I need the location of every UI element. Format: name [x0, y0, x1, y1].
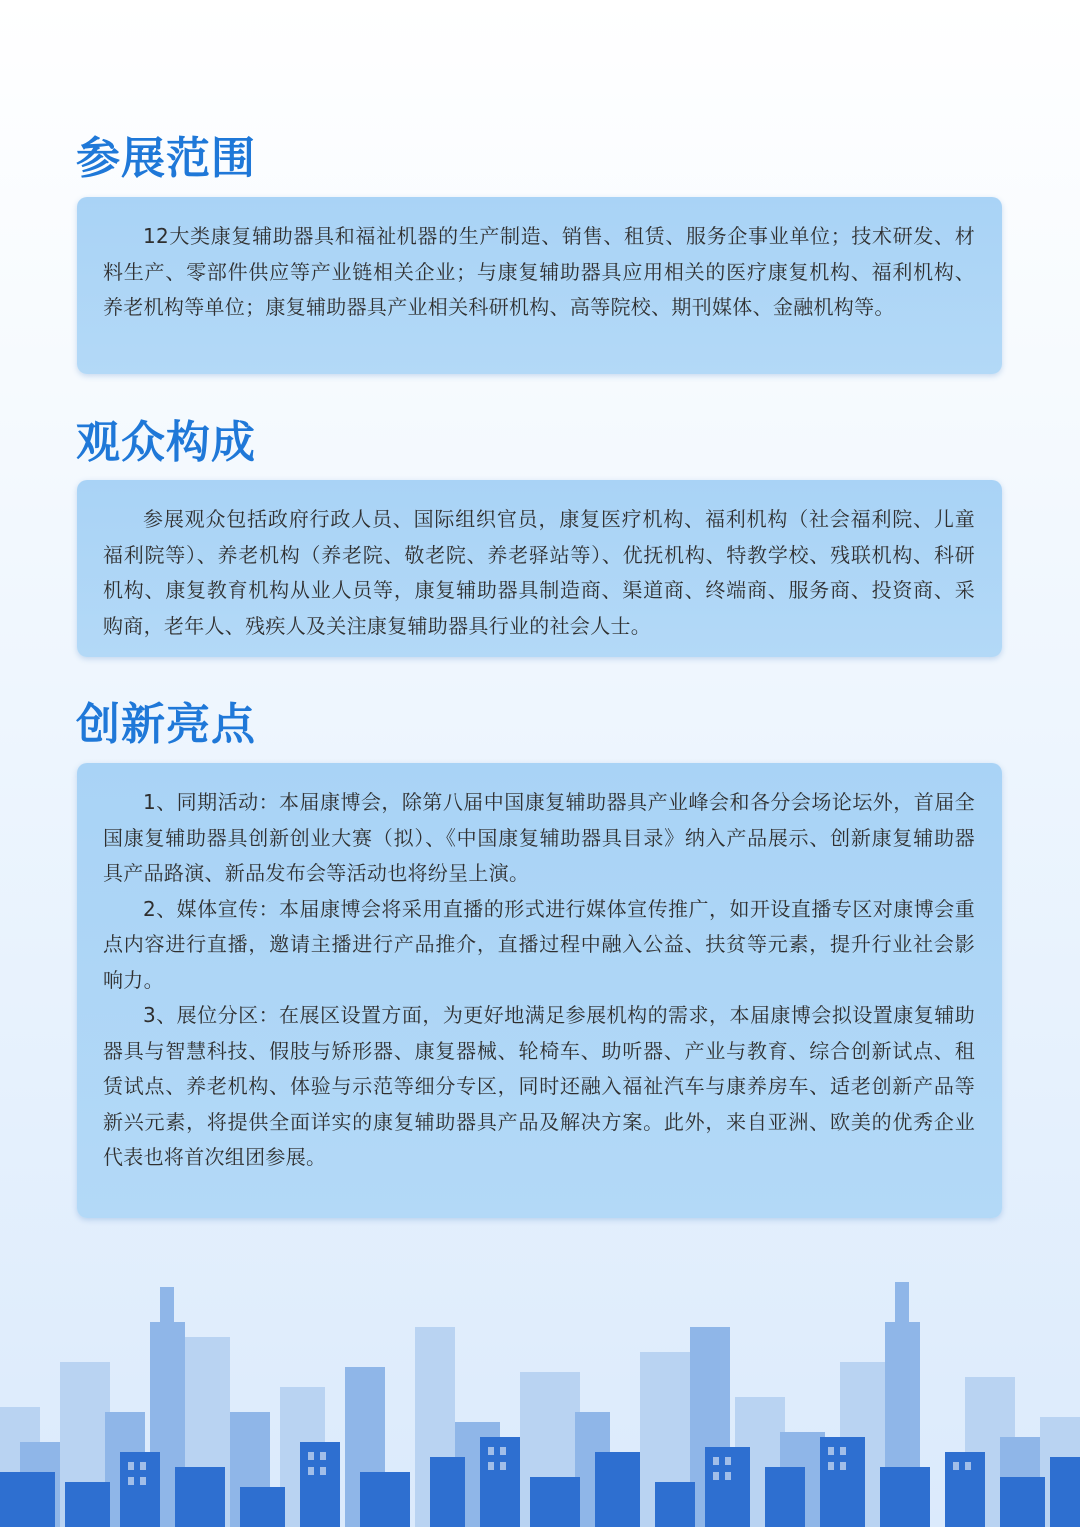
audience-card	[77, 480, 1002, 657]
city-skyline-illustration	[0, 1267, 1080, 1527]
section-title-highlights: 创新亮点	[76, 699, 256, 750]
highlight-item-2: 2、媒体宣传：本届康博会将采用直播的形式进行媒体宣传推广，如开设直播专区对康博会重点内容进行直播，邀请主播进行产品推介，直播过程中融入公益、扶贫等元素，提升行业社会影响力。	[103, 896, 975, 992]
section-title-audience: 观众构成	[76, 417, 256, 468]
exhibit-scope-text: 12大类康复辅助器具和福祉机器的生产制造、销售、租赁、服务企事业单位；技术研发、材料生产、零部件供应等产业链相关企业；与康复辅助器具应用相关的医疗康复机构、福利机构、养老机构等单位；康复辅助器具产业相关科研机构、高等院校、期刊媒体、金融机构等。	[103, 224, 975, 319]
exhibit-scope-card	[77, 197, 1002, 374]
section-title-exhibit-scope: 参展范围	[76, 133, 256, 184]
audience-text: 参展观众包括政府行政人员、国际组织官员，康复医疗机构、福利机构（社会福利院、儿童福利院等）、养老机构（养老院、敬老院、养老驿站等）、优抚机构、特教学校、残联机构、科研机构、康复教育机构从业人员等，康复辅助器具制造商、渠道商、终端商、服务商、投资商、采购商，老年人、残疾人及关注康复辅助器具行业的社会人士。	[103, 507, 975, 638]
highlight-item-3: 3、展位分区：在展区设置方面，为更好地满足参展机构的需求，本届康博会拟设置康复辅助器具与智慧科技、假肢与矫形器、康复器械、轮椅车、助听器、产业与教育、综合创新试点、租赁试点、养老机构、体验与示范等细分专区，同时还融入福祉汽车与康养房车、适老创新产品等新兴元素，将提供全面详实的康复辅助器具产品及解决方案。此外，来自亚洲、欧美的优秀企业代表也将首次组团参展。	[103, 1003, 975, 1169]
highlights-card	[77, 763, 1002, 1218]
highlight-item-1: 1、同期活动：本届康博会，除第八届中国康复辅助器具产业峰会和各分会场论坛外，首届全国康复辅助器具创新创业大赛（拟）、《中国康复辅助器具目录》纳入产品展示、创新康复辅助器具产品路演、新品发布会等活动也将纷呈上演。	[103, 790, 975, 885]
